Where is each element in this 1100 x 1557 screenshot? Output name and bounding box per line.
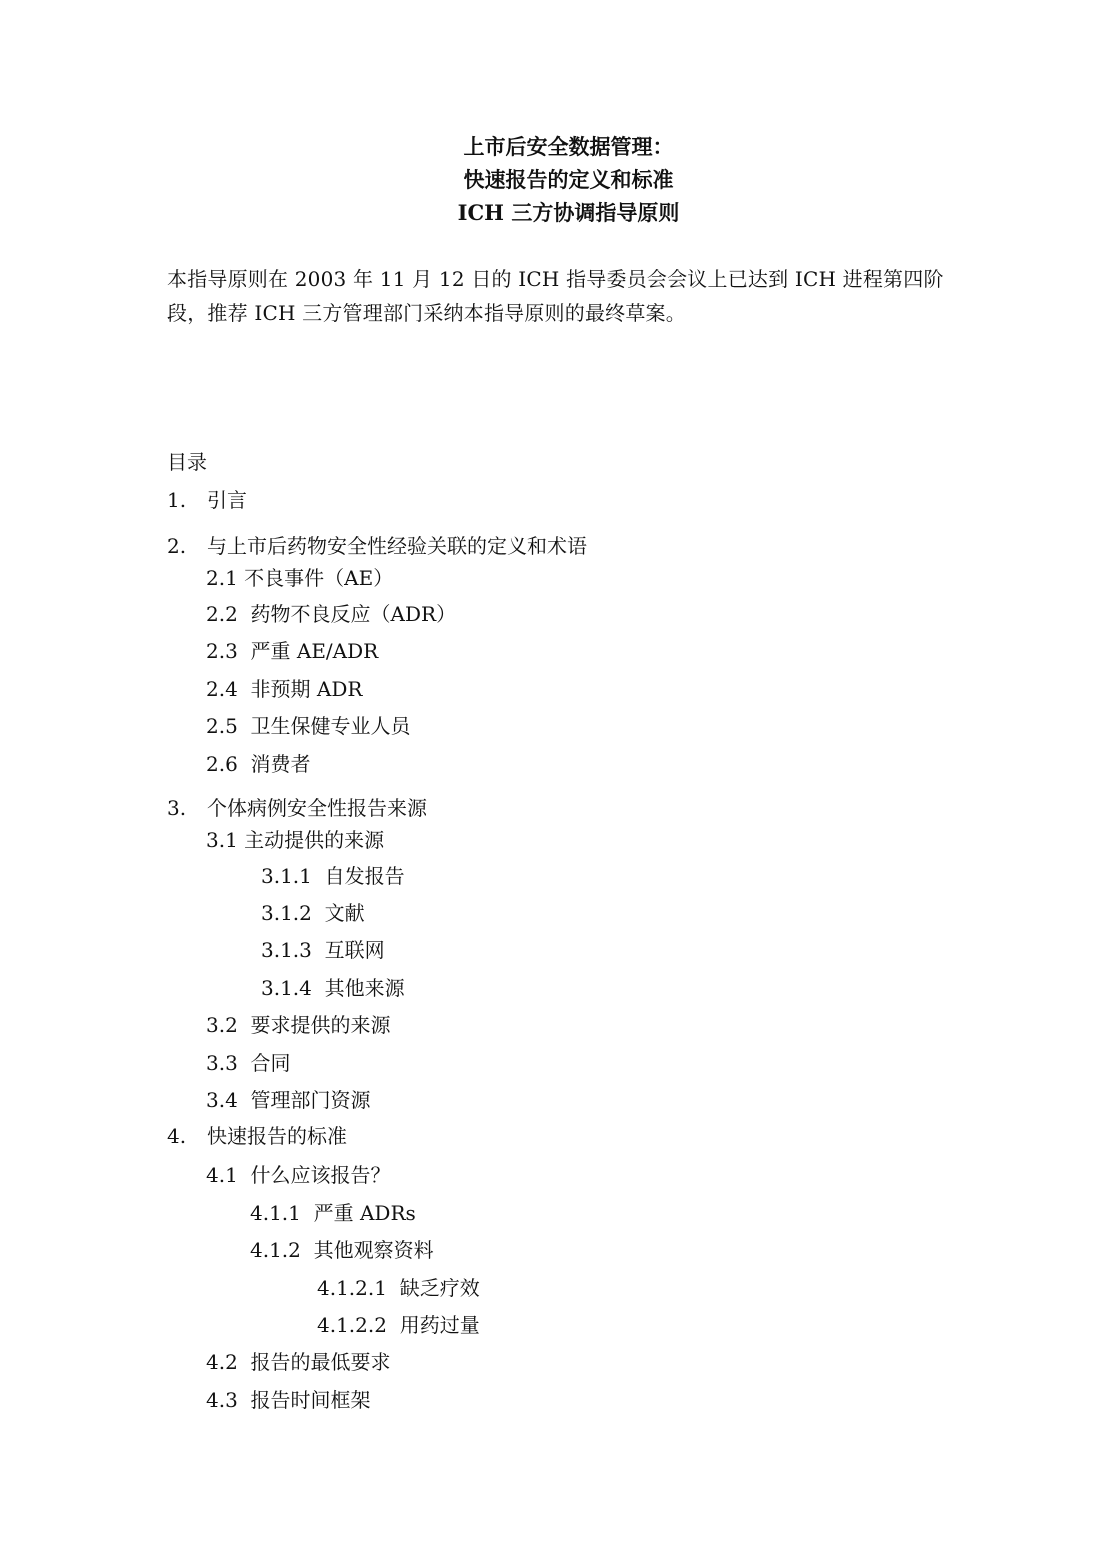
toc-entry-4-1-2-2 (317, 1310, 480, 1340)
toc-entry-4-2 (206, 1347, 391, 1377)
toc-entry-text: 药物不良反应（ADR） (250, 602, 457, 626)
toc-entry-2-1 (206, 563, 393, 593)
toc-entry-number: 3.3 (206, 1051, 238, 1075)
toc-entry-3 (167, 793, 427, 823)
toc-entry-text: 管理部门资源 (250, 1088, 371, 1112)
toc-entry-text: 互联网 (324, 938, 385, 962)
toc-entry-text: 用药过量 (399, 1313, 480, 1337)
toc-entry-4-1-1 (250, 1198, 416, 1228)
toc-entry-number: 1. (167, 488, 187, 512)
toc-entry-text: 文献 (324, 901, 365, 925)
toc-entry-number: 4.1.1 (250, 1201, 301, 1225)
toc-entry-number: 3.1 (206, 828, 238, 852)
toc-entry-2-6 (206, 749, 311, 779)
toc-entry-number: 4.1.2.1 (317, 1276, 387, 1300)
toc-entry-3-4 (206, 1085, 371, 1115)
toc-entry-4-1-2-1 (317, 1273, 480, 1303)
title-line-1: 上市后安全数据管理： (463, 134, 674, 159)
toc-entry-3-1-2 (261, 898, 365, 928)
toc-entry-text: 卫生保健专业人员 (250, 714, 411, 738)
toc-entry-number: 3.1.2 (261, 901, 312, 925)
toc-entry-2 (167, 531, 587, 561)
toc-entry-3-3 (206, 1048, 291, 1078)
toc-entry-number: 4.2 (206, 1350, 238, 1374)
toc-entry-number: 2.1 (206, 566, 238, 590)
toc-entry-3-1-3 (261, 935, 385, 965)
document-title (0, 130, 1100, 229)
toc-entry-4-1-2 (250, 1235, 434, 1265)
toc-entry-2-2 (206, 599, 456, 629)
toc-entry-3-1-4 (261, 973, 405, 1003)
toc-entry-text: 严重 AE/ADR (250, 639, 379, 663)
intro-paragraph: 本指导原则在 2003 年 11 月 12 日的 ICH 指导委员会会议上已达到 ICH 进程第四阶段，推荐 ICH 三方管理部门采纳本指导原则的最终草案。 (167, 267, 944, 325)
toc-entry-number: 2.6 (206, 752, 238, 776)
toc-entry-text: 合同 (250, 1051, 291, 1075)
toc-entry-number: 4.1 (206, 1163, 238, 1187)
title-line-2: 快速报告的定义和标准 (463, 167, 674, 192)
toc-entry-4-3 (206, 1385, 371, 1415)
toc-entry-text: 要求提供的来源 (250, 1013, 391, 1037)
toc-entry-text: 严重 ADRs (313, 1201, 416, 1225)
toc-entry-2-3 (206, 636, 378, 666)
toc-entry-number: 3.1.1 (261, 864, 312, 888)
toc-entry-text: 个体病例安全性报告来源 (207, 796, 427, 820)
toc-entry-text: 报告时间框架 (250, 1388, 371, 1412)
toc-entry-text: 不良事件（AE） (244, 566, 394, 590)
toc-entry-number: 4.1.2 (250, 1238, 301, 1262)
toc-entry-text: 非预期 ADR (250, 677, 363, 701)
toc-entry-number: 2.4 (206, 677, 238, 701)
toc-entry-2-5 (206, 711, 411, 741)
toc-entry-number: 3.2 (206, 1013, 238, 1037)
toc-entry-number: 4. (167, 1124, 187, 1148)
toc-entry-text: 引言 (207, 488, 247, 512)
toc-entry-1 (167, 485, 247, 515)
toc-entry-4-1 (206, 1160, 391, 1190)
toc-entry-4 (167, 1121, 347, 1151)
toc-entry-number: 2.5 (206, 714, 238, 738)
toc-entry-text: 快速报告的标准 (207, 1124, 347, 1148)
toc-entry-3-2 (206, 1010, 391, 1040)
toc-entry-number: 3.4 (206, 1088, 238, 1112)
toc-entry-text: 什么应该报告？ (250, 1163, 391, 1187)
toc-entry-number: 2.2 (206, 602, 238, 626)
toc-entry-2-4 (206, 674, 362, 704)
toc-entry-number: 2. (167, 534, 187, 558)
toc-entry-text: 主动提供的来源 (244, 828, 385, 852)
toc-entry-text: 消费者 (250, 752, 311, 776)
toc-entry-text: 与上市后药物安全性经验关联的定义和术语 (207, 534, 587, 558)
toc-heading: 目录 (167, 450, 207, 474)
toc-entry-3-1 (206, 825, 384, 855)
toc-entry-number: 3.1.4 (261, 976, 312, 1000)
title-line-3: ICH 三方协调指导原则 (457, 200, 680, 225)
toc-entry-number: 4.3 (206, 1388, 238, 1412)
toc-entry-number: 3.1.3 (261, 938, 312, 962)
toc-entry-number: 3. (167, 796, 187, 820)
toc-entry-number: 2.3 (206, 639, 238, 663)
toc-entry-3-1-1 (261, 861, 405, 891)
toc-entry-text: 其他来源 (324, 976, 405, 1000)
toc-entry-number: 4.1.2.2 (317, 1313, 387, 1337)
toc-entry-text: 缺乏疗效 (399, 1276, 480, 1300)
toc-entry-text: 自发报告 (324, 864, 405, 888)
toc-entry-text: 报告的最低要求 (250, 1350, 391, 1374)
toc-entry-text: 其他观察资料 (313, 1238, 434, 1262)
